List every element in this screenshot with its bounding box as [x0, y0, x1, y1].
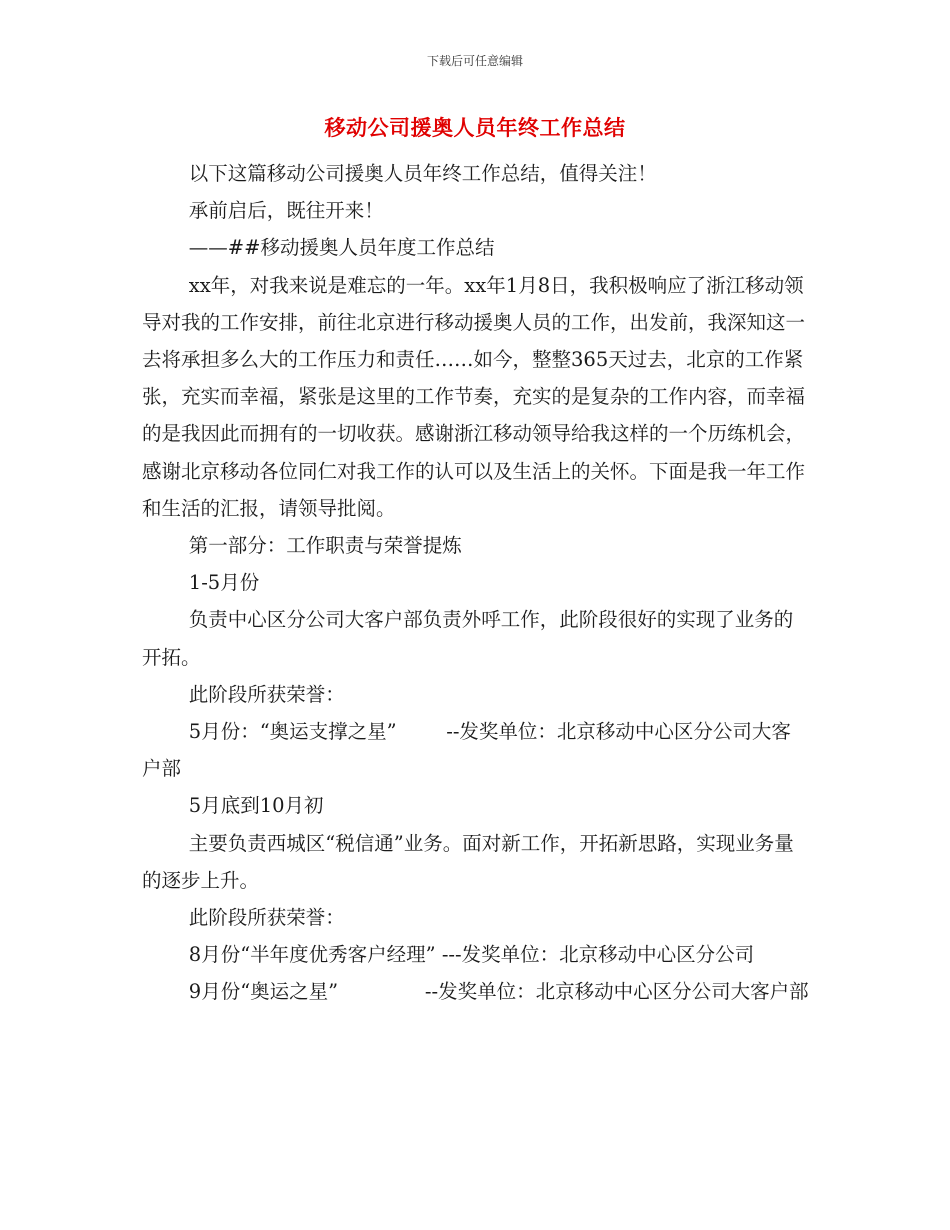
honors-label: 此阶段所获荣誉：	[188, 906, 345, 930]
document-body	[142, 155, 810, 1011]
paragraph-opening: 承前启后，既往开来！	[188, 199, 384, 223]
period-description: 主要负责西城区“税信通”业务。面对新工作，开拓新思路，实现业务量的逐步上升。	[142, 831, 794, 892]
period-label: 1-5月份	[188, 571, 260, 595]
honor-item: 9月份“奥运之星” --发奖单位：北京移动中心区分公司大客户部	[188, 980, 809, 1004]
honors-label: 此阶段所获荣誉：	[188, 682, 345, 706]
section-heading: 第一部分：工作职责与荣誉提炼	[188, 534, 462, 558]
document-title: 移动公司援奥人员年终工作总结	[324, 116, 626, 140]
period-description: 负责中心区分公司大客户部负责外呼工作，此阶段很好的实现了业务的开拓。	[142, 608, 794, 669]
honor-item: 8月份“半年度优秀客户经理” ---发奖单位：北京移动中心区分公司	[188, 943, 755, 967]
paragraph-intro: 以下这篇移动公司援奥人员年终工作总结，值得关注！	[188, 162, 657, 185]
header-note: 下载后可任意编辑	[426, 54, 523, 68]
paragraph-summary: xx年，对我来说是难忘的一年。xx年1月8日，我积极响应了浙江移动领导对我的工作安排，前往北京进行移动援奥人员的工作，出发前，我深知这一去将承担多么大的工作压力和责任……如今，整整365天过去，北京的工作紧张，充实而幸福，紧张是这里的工作节奏，充实的是复杂的工作内容，而幸福的是我因此而拥有的一切收获。感谢浙江移动领导给我这样的一个历练机会，感谢北京移动各位同仁对我工作的认可以及生活上的关怀。下面是我一年工作和生活的汇报，请领导批阅。	[142, 273, 806, 520]
honor-item: 5月份：“奥运支撑之星” --发奖单位：北京移动中心区分公司大客户部	[142, 720, 791, 781]
period-label: 5月底到10月初	[188, 794, 324, 818]
paragraph-subtitle: ——##移动援奥人员年度工作总结	[188, 236, 495, 260]
